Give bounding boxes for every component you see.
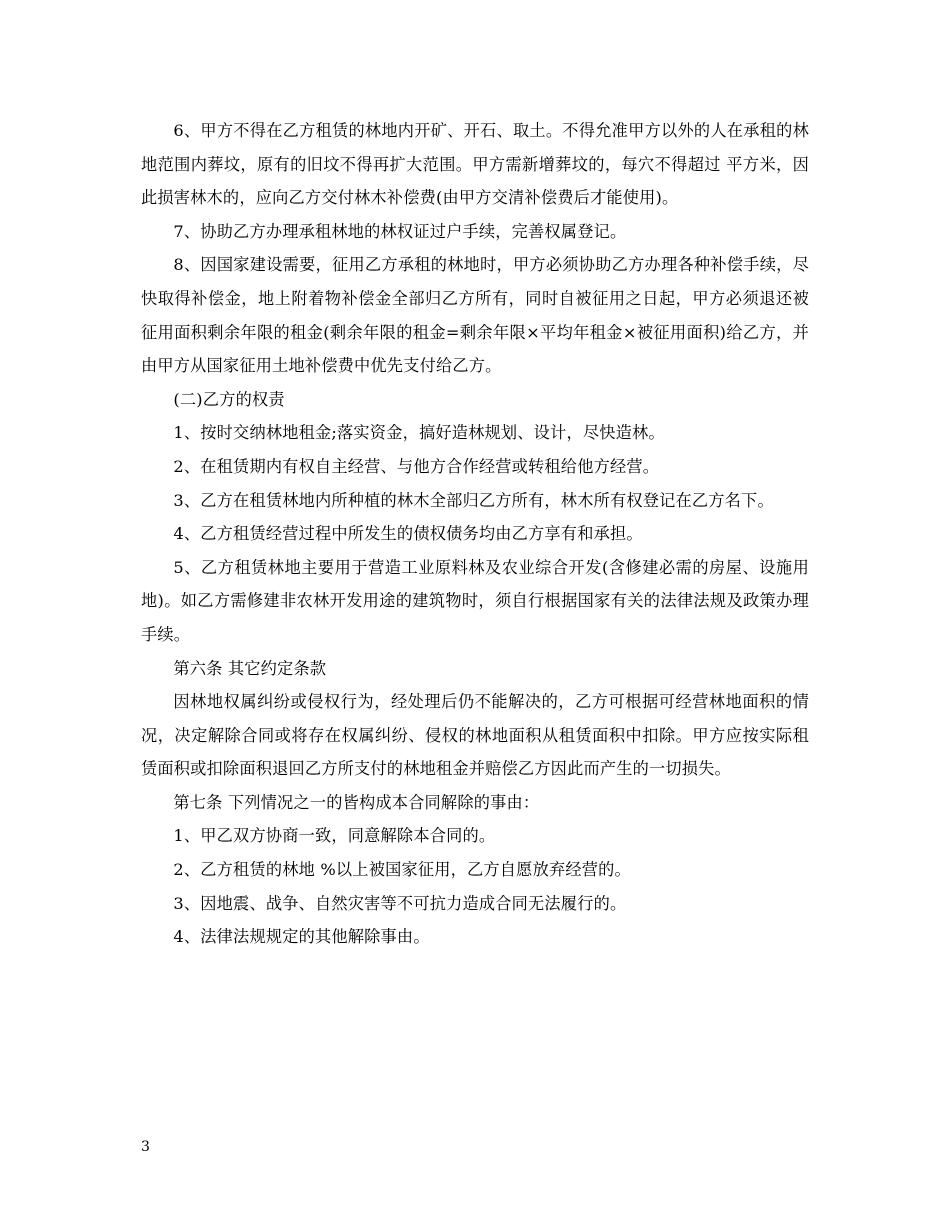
paragraph-b-item-2: 2、在租赁期内有权自主经营、与他方合作经营或转租给他方经营。	[173, 456, 660, 476]
article-7-item-4: 4、法律法规规定的其他解除事由。	[173, 927, 430, 947]
paragraph-b-item-5: 5、乙方租赁林地主要用于营造工业原料林及农业综合开发(含修建必需的房屋、设施用地)。如乙方需修建非农林开发用途的建筑物时，须自行根据国家有关的法律法规及政策办理手续。	[141, 557, 809, 644]
paragraph-b-item-4: 4、乙方租赁经营过程中所发生的债权债务均由乙方享有和承担。	[173, 524, 643, 544]
paragraph-clause-6: 6、甲方不得在乙方租赁的林地内开矿、开石、取土。不得允准甲方以外的人在承租的林地范围内葬坟，原有的旧坟不得再扩大范围。甲方需新增葬坟的，每穴不得超过 平方米，因此损害林木的，应向乙方交付林木补偿费(由甲方交清补偿费后才能使用)。	[141, 121, 809, 208]
article-7-item-1: 1、甲乙双方协商一致，同意解除本合同的。	[173, 826, 496, 846]
article-7-item-2: 2、乙方租赁的林地 %以上被国家征用，乙方自愿放弃经营的。	[173, 860, 631, 880]
article-7-item-3: 3、因地震、战争、自然灾害等不可抗力造成合同无法履行的。	[173, 893, 627, 913]
article-7-heading: 第七条 下列情况之一的皆构成本合同解除的事由：	[173, 792, 540, 812]
document-body	[141, 114, 809, 954]
paragraph-clause-8: 8、因国家建设需要，征用乙方承租的林地时，甲方必须协助乙方办理各种补偿手续，尽快取得补偿金，地上附着物补偿金全部归乙方所有，同时自被征用之日起，甲方必须退还被征用面积剩余年限的租金(剩余年限的租金=剩余年限×平均年租金×被征用面积)给乙方，并由甲方从国家征用土地补偿费中优先支付给乙方。	[141, 255, 809, 376]
paragraph-b-item-3: 3、乙方在租赁林地内所种植的林木全部归乙方所有，林木所有权登记在乙方名下。	[173, 490, 774, 510]
section-heading-party-b-rights: (二)乙方的权责	[173, 389, 285, 409]
paragraph-b-item-1: 1、按时交纳林地租金;落实资金，搞好造林规划、设计，尽快造林。	[173, 423, 665, 443]
paragraph-clause-7: 7、协助乙方办理承租林地的林权证过户手续，完善权属登记。	[173, 221, 627, 241]
article-6-body: 因林地权属纠纷或侵权行为，经处理后仍不能解决的，乙方可根据可经营林地面积的情况，决定解除合同或将存在权属纠纷、侵权的林地面积从租赁面积中扣除。甲方应按实际租赁面积或扣除面积退回乙方所支付的林地租金并赔偿乙方因此而产生的一切损失。	[141, 692, 809, 779]
page-number: 3	[141, 1139, 150, 1155]
article-6-heading: 第六条 其它约定条款	[173, 658, 327, 678]
